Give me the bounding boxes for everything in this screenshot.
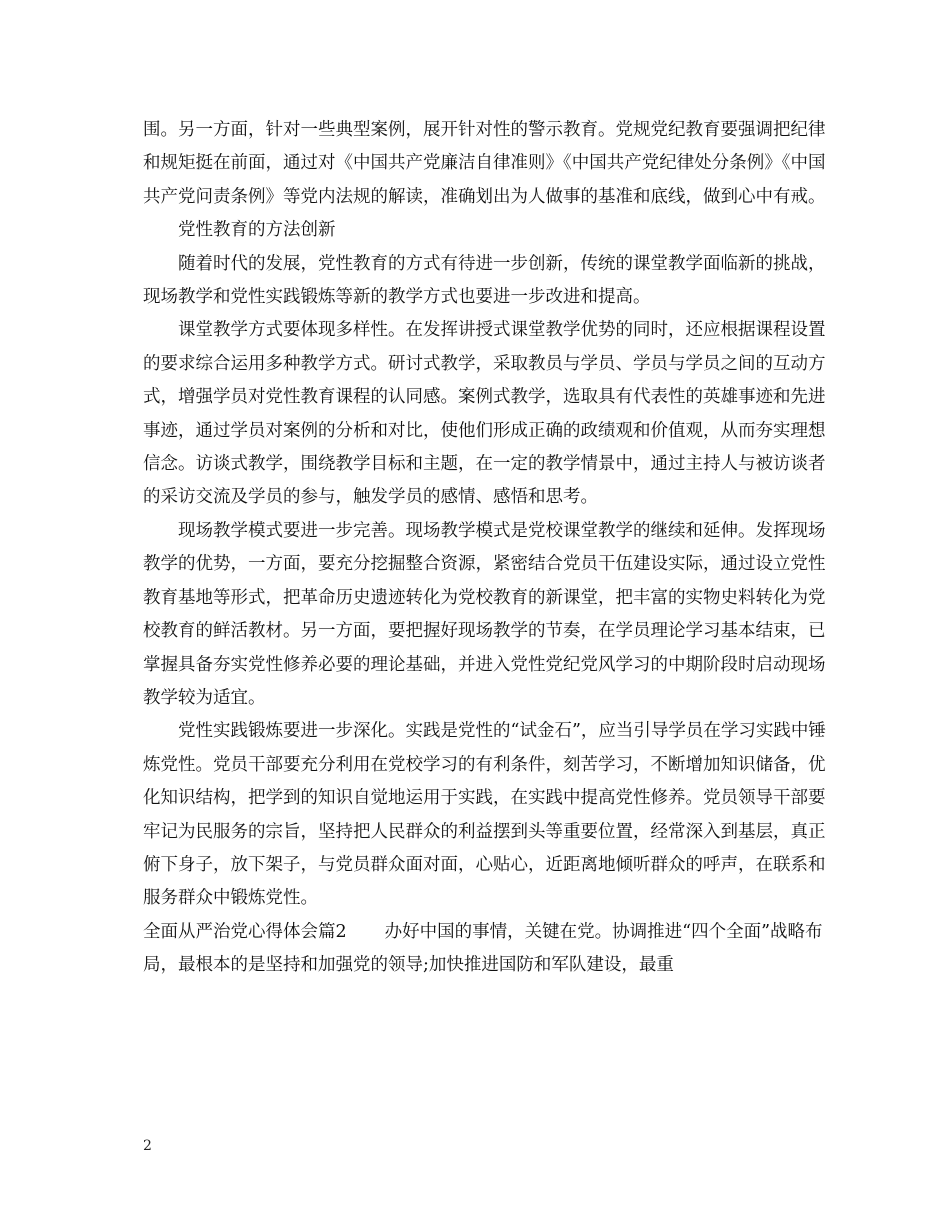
subheading-method-innovation: 党性教育的方法创新 [178,220,336,241]
section-heading: 全面从严治党心得体会篇2 [143,921,347,942]
page-number: 2 [143,1138,152,1154]
document-body [143,114,827,983]
section-text: 办好中国的事情，关键在党。协调推进“四个全面”战略布局，最根本的是坚持和加强党的领导;加快推进国防和军队建设，最重 [143,921,823,976]
paragraph-continued: 围。另一方面，针对一些典型案例，展开针对性的警示教育。党规党纪教育要强调把纪律和规矩挺在前面，通过对《中国共产党廉洁自律准则》《中国共产党纪律处分条例》《中国共产党问责条例》等党内法规的解读，准确划出为人做事的基准和底线，做到心中有戒。 [143,120,826,207]
section-paragraph [143,916,827,983]
paragraph-practice: 党性实践锻炼要进一步深化。实践是党性的“试金石”，应当引导学员在学习实践中锤炼党性。党员干部要充分利用在党校学习的有利条件，刻苦学习，不断增加知识储备，优化知识结构，把学到的知识自觉地运用于实践，在实践中提高党性修养。党员领导干部要牢记为民服务的宗旨，坚持把人民群众的利益摆到头等重要位置，经常深入到基层，真正俯下身子，放下架子，与党员群众面对面，心贴心，近距离地倾听群众的呼声，在联系和服务群众中锻炼党性。 [143,721,826,909]
paragraph-field-teaching: 现场教学模式要进一步完善。现场教学模式是党校课堂教学的继续和延伸。发挥现场教学的优势，一方面，要充分挖掘整合资源，紧密结合党员干伍建设实际，通过设立党性教育基地等形式，把革命历史遗迹转化为党校教育的新课堂，把丰富的实物史料转化为党校教育的鲜活教材。另一方面，要把握好现场教学的节奏，在学员理论学习基本结束，已掌握具备夯实党性修养必要的理论基础，并进入党性党纪党风学习的中期阶段时启动现场教学较为适宜。 [143,520,826,708]
paragraph-classroom-teaching: 课堂教学方式要体现多样性。在发挥讲授式课堂教学优势的同时，还应根据课程设置的要求综合运用多种教学方式。研讨式教学，采取教员与学员、学员与学员之间的互动方式，增强学员对党性教育课程的认同感。案例式教学，选取具有代表性的英雄事迹和先进事迹，通过学员对案例的分析和对比，使他们形成正确的政绩观和价值观，从而夯实理想信念。访谈式教学，围绕教学目标和主题，在一定的教学情景中，通过主持人与被访谈者的采访交流及学员的参与，触发学员的感情、感悟和思考。 [143,320,826,508]
paragraph-intro: 随着时代的发展，党性教育的方式有待进一步创新，传统的课堂教学面临新的挑战，现场教学和党性实践锻炼等新的教学方式也要进一步改进和提高。 [143,253,826,308]
